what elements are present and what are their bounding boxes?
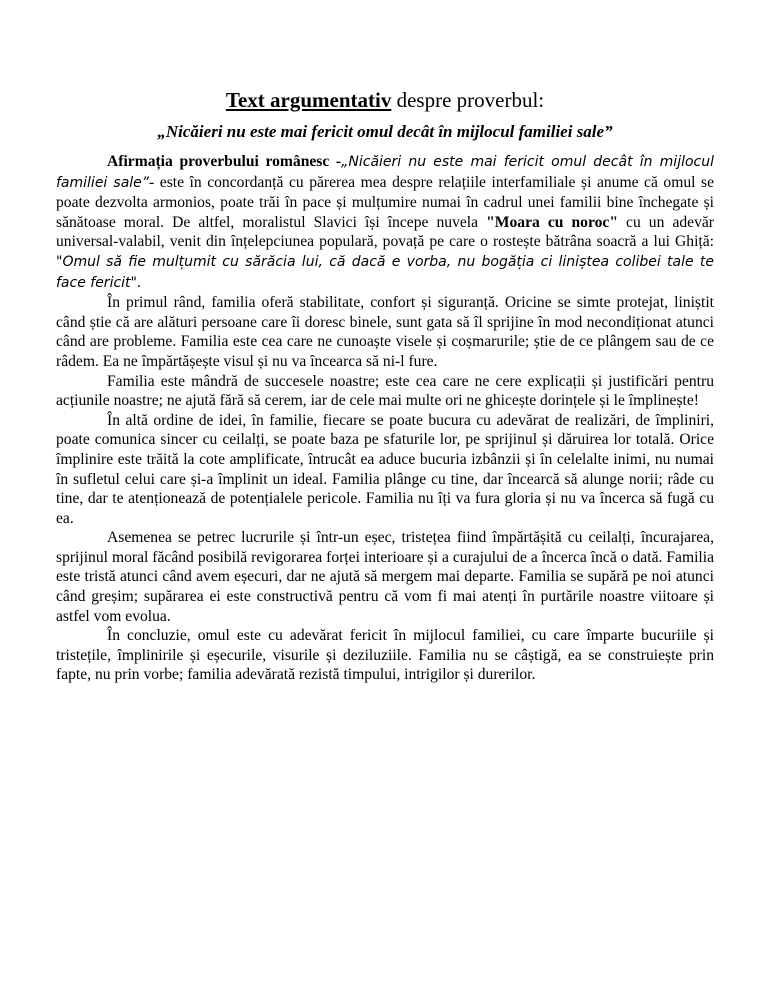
p1-text-a: Afirmația proverbului românesc - [107,153,342,170]
p1-novel-title: "Moara cu noroc" [486,213,618,231]
paragraph-6: În concluzie, omul este cu adevărat fericit în mijlocul familiei, cu care împarte bucuriile și tristețile, împlinirile și eșecurile, visurile și deziluziile. Familia nu se câștigă, ea se construiește prin fapte, nu prin vorbe; familia adevărată rezistă timpului, intrigilor și durerilor. [56,627,714,684]
title-rest: despre proverbul: [391,88,545,112]
title-underlined: Text argumentativ [225,88,392,112]
paragraph-4: În altă ordine de idei, în familie, fiecare se poate bucura cu adevărat de realizări, de împliniri, poate comunica sincer cu ceilalți, se poate baza pe sfaturile lor, pe sprijinul și dăruirea lor totală. Orice împlinire este trăită la cote amplificate, întrucât ea aduce bucuria izbânzii și în celelalte inimi, nu numai în sufletul celui care și-a împlinit un ideal. Familia plânge cu tine, dar încearcă să alunge norii; râde cu tine, dar te atenționează de potențialele pericole. Familia nu îți va fura gloria și nu va încerca să fugă cu ea. [56,411,714,527]
p1-novel-quote: "Omul să fie mulțumit cu sărăcia lui, că dacă e vorba, nu bogăția ci liniștea colibei tale te face fericit" [56,253,714,291]
paragraph-3: Familia este mândră de succesele noastre; este cea care ne cere explicații și justificări pentru acțiunile noastre; ne ajută fără să cerem, iar de cele mai multe ori ne ghicește dorințele și le împlinește! [56,372,714,410]
paragraph-5: Asemenea se petrec lucrurile și într-un eșec, tristețea fiind împărtășită cu ceilalți, încurajarea, sprijinul moral făcând posibilă revigorarea forței interioare și a curajului de a încerca încă o dată. Familia este tristă atunci când avem eșecuri, dar ne ajută să mergem mai departe. Familia se supără pe noi atunci când greșim; supărarea ei este constructivă pentru că vom fi mai atenți în purtările noastre viitoare și astfel vom evolua. [56,529,714,625]
p1-text-b: - este în concordanță cu părerea mea despre relațiile interfamiliale și anume că omul se poate dezvolta armonios, poate trăi în pace și mulțumire numai în cadrul unei familii bine închegate și sănătoase moral. De altfel, moralistul Slavici își începe nuvela [56,173,715,231]
proverb-subtitle: „Nicăieri nu este mai fericit omul decât în mijlocul familiei sale” [157,122,613,141]
p1-text-d: . [136,273,141,291]
p1-text-c: cu un adevăr universal-valabil, venit din înțelepciunea populară, povață pe care o rostește bătrâna soacră a lui Ghiță: [56,213,714,251]
document-title [56,86,714,114]
p1-proverb-quote: „Nicăieri nu este mai fericit omul decât în mijlocul familiei sale” [56,154,715,191]
paragraph-1 [56,152,714,293]
paragraph-2: În primul rând, familia oferă stabilitate, confort și siguranță. Oricine se simte protejat, liniștit când știe că are alături persoane care îi doresc binele, sunt gata să îl sprijine în mod necondiționat atunci când are probleme. Familia este cea care ne cunoaște visele și coșmarurile; știe de ce plângem sau de ce râdem. Ea ne împărtășește visul și nu va încearca să ni-l fure. [56,294,714,370]
document-page [56,86,714,685]
